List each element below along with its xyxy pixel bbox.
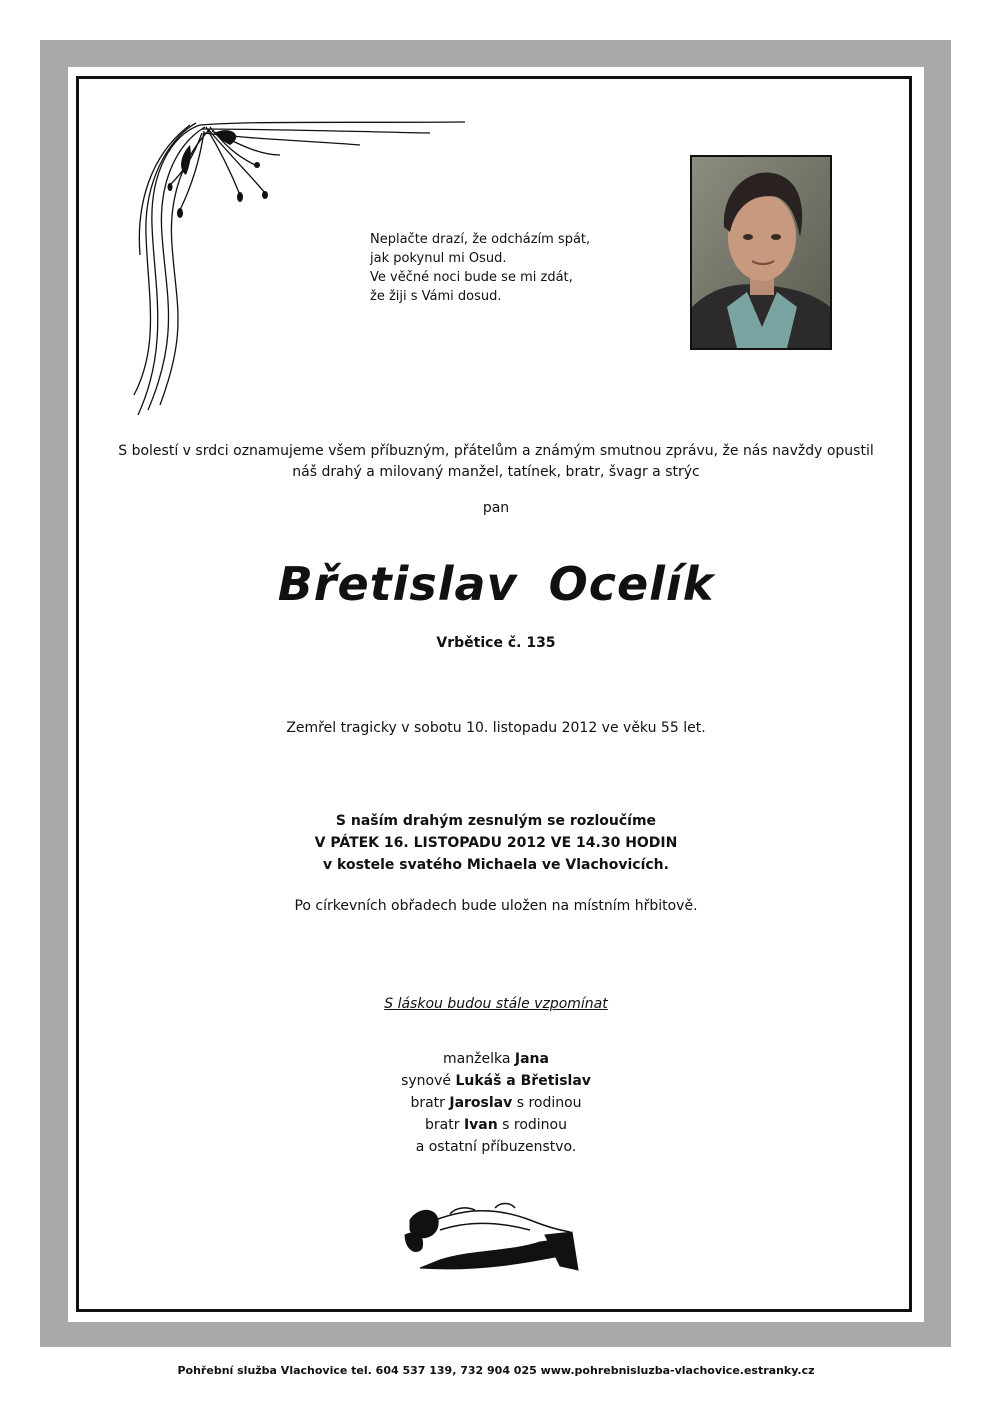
farewell-details — [0, 810, 992, 876]
family-member: bratr Ivan s rodinou — [425, 1117, 567, 1133]
poem-line: jak pokynul mi Osud. — [370, 251, 507, 266]
farewell-line-1: S naším drahým zesnulým se rozloučíme — [335, 813, 657, 829]
family-member: manželka Jana — [443, 1051, 549, 1067]
poem-line: že žiji s Vámi dosud. — [370, 289, 502, 304]
farewell-line-3: v kostele svatého Michaela ve Vlachovicích. — [323, 857, 669, 873]
rose-ornament-icon — [400, 1200, 600, 1280]
salutation: pan — [482, 500, 510, 516]
family-list — [0, 1048, 992, 1158]
farewell-line-2: V PÁTEK 16. LISTOPADU 2012 VE 14.30 HODIN — [314, 835, 678, 851]
death-notice: Zemřel tragicky v sobotu 10. listopadu 2012 ve věku 55 let. — [286, 720, 706, 736]
family-member: synové Lukáš a Břetislav — [401, 1073, 591, 1089]
poem-line: Neplačte drazí, že odcházím spát, — [370, 232, 591, 247]
remember-heading: S láskou budou stále vzpomínat — [384, 996, 608, 1012]
announcement-line-2: náš drahý a milovaný manžel, tatínek, bratr, švagr a strýc — [292, 464, 700, 480]
portrait-photo-icon — [692, 157, 830, 348]
family-member: bratr Jaroslav s rodinou — [410, 1095, 582, 1111]
announcement — [0, 441, 992, 483]
burial-notice: Po církevních obřadech bude uložen na místním hřbitově. — [294, 898, 698, 914]
announcement-line-1: S bolestí v srdci oznamujeme všem příbuzným, přátelům a známým smutnou zprávu, že nás navždy opustil — [118, 443, 874, 459]
footer-contact: Pohřební služba Vlachovice tel. 604 537 139, 732 904 025 www.pohrebnisluzba-vlachovice.estranky.cz — [177, 1364, 815, 1377]
deceased-address: Vrbětice č. 135 — [436, 635, 556, 651]
deceased-name: Břetislav Ocelík — [277, 557, 715, 611]
family-member: a ostatní příbuzenstvo. — [415, 1139, 577, 1155]
poem-line: Ve věčné noci bude se mi zdát, — [370, 270, 573, 285]
portrait-photo — [690, 155, 832, 350]
poem — [370, 230, 590, 306]
